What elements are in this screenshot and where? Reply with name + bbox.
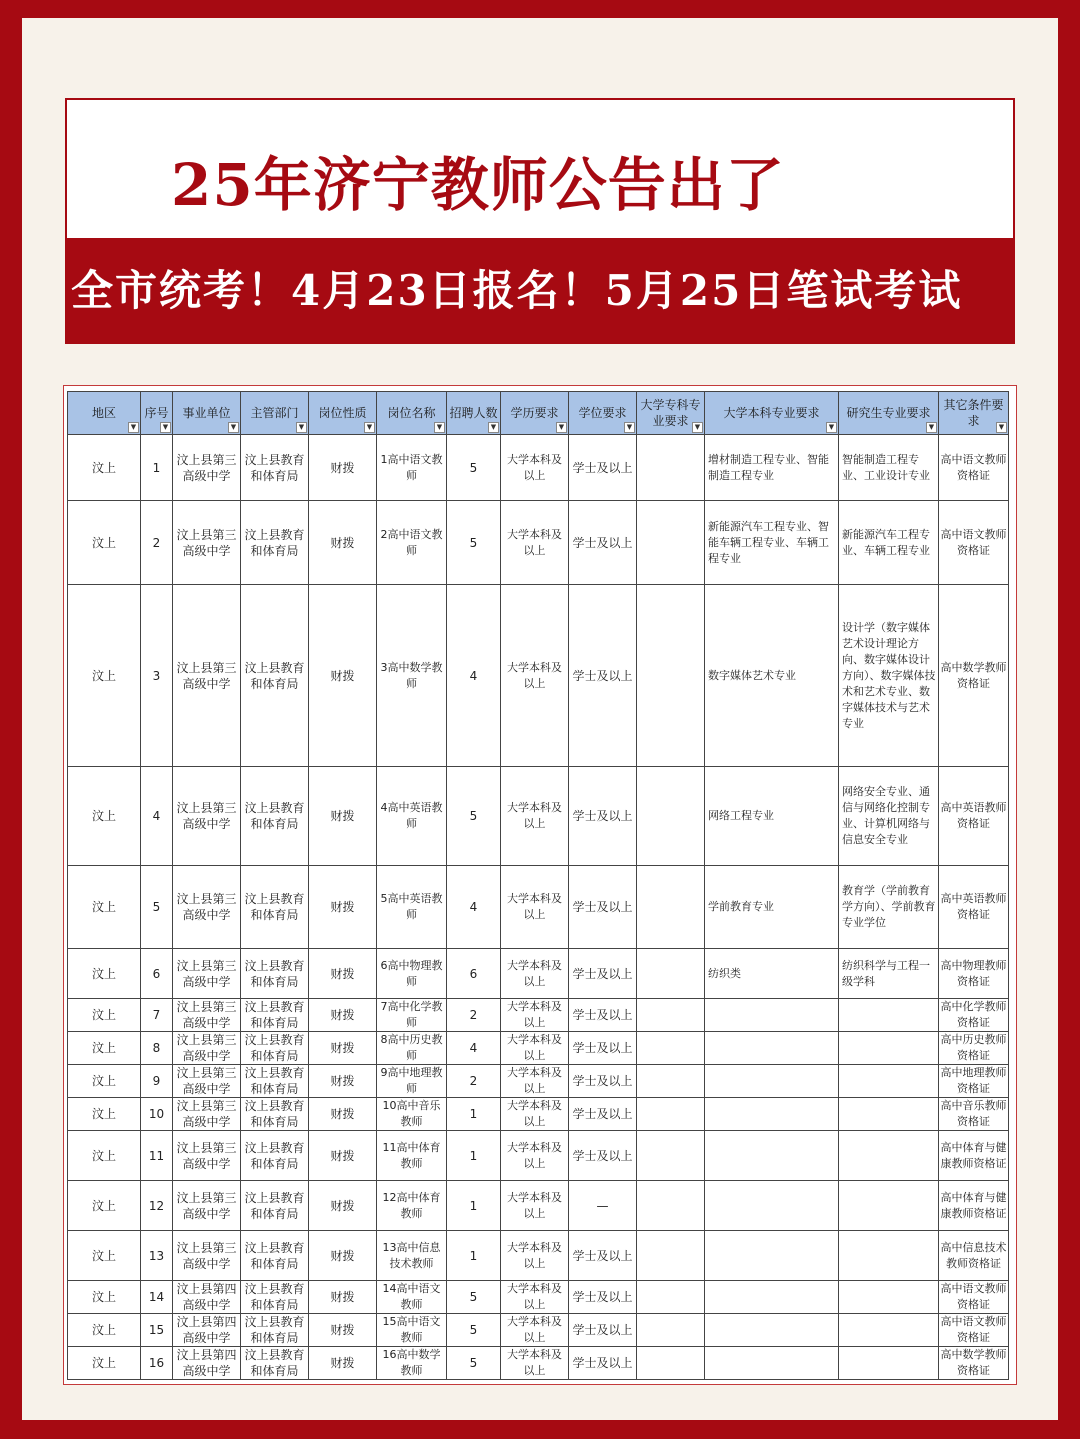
graduate-major-cell: [839, 1065, 939, 1098]
post-name-cell: 2高中语文教师: [377, 501, 447, 585]
index-cell: 13: [141, 1231, 173, 1281]
filter-dropdown-icon[interactable]: ▼: [434, 422, 445, 433]
graduate-major-cell: 纺织科学与工程一级学科: [839, 949, 939, 999]
index-cell: 14: [141, 1281, 173, 1314]
region-cell: 汶上: [68, 1347, 141, 1380]
spreadsheet-panel: [63, 385, 1017, 1385]
college-major-cell: [637, 949, 705, 999]
column-header-label: 学历要求: [510, 406, 559, 420]
other-requirement-cell: 高中体育与健康教师资格证: [939, 1181, 1009, 1231]
bachelor-major-cell: [705, 1314, 839, 1347]
other-requirement-cell: 高中音乐教师资格证: [939, 1098, 1009, 1131]
unit-cell: 汶上县第四高级中学: [173, 1281, 241, 1314]
graduate-major-cell: 网络安全专业、通信与网络化控制专业、计算机网络与信息安全专业: [839, 767, 939, 866]
column-header: [309, 392, 377, 435]
graduate-major-cell: [839, 999, 939, 1032]
college-major-cell: [637, 767, 705, 866]
degree-cell: 学士及以上: [569, 1131, 637, 1181]
table-row: [68, 1065, 1009, 1098]
graduate-major-cell: 教育学（学前教育学方向）、学前教育专业学位: [839, 866, 939, 949]
column-header: [939, 392, 1009, 435]
education-cell: 大学本科及以上: [501, 866, 569, 949]
department-cell: 汶上县教育和体育局: [241, 435, 309, 501]
bachelor-major-cell: [705, 1347, 839, 1380]
bachelor-major-cell: [705, 1098, 839, 1131]
degree-cell: 学士及以上: [569, 1231, 637, 1281]
other-requirement-cell: 高中数学教师资格证: [939, 1347, 1009, 1380]
graduate-major-cell: [839, 1181, 939, 1231]
department-cell: 汶上县教育和体育局: [241, 1065, 309, 1098]
post-type-cell: 财拨: [309, 866, 377, 949]
bachelor-major-cell: [705, 1231, 839, 1281]
headcount-cell: 5: [447, 501, 501, 585]
column-header: [839, 392, 939, 435]
index-cell: 11: [141, 1131, 173, 1181]
post-name-cell: 11高中体育教师: [377, 1131, 447, 1181]
graduate-major-cell: [839, 1347, 939, 1380]
headcount-cell: 2: [447, 999, 501, 1032]
table-row: [68, 1131, 1009, 1181]
headcount-cell: 1: [447, 1131, 501, 1181]
college-major-cell: [637, 585, 705, 767]
table-row: [68, 1281, 1009, 1314]
index-cell: 10: [141, 1098, 173, 1131]
unit-cell: 汶上县第四高级中学: [173, 1314, 241, 1347]
index-cell: 15: [141, 1314, 173, 1347]
education-cell: 大学本科及以上: [501, 1032, 569, 1065]
degree-cell: 学士及以上: [569, 866, 637, 949]
headcount-cell: 1: [447, 1181, 501, 1231]
column-header-label: 学位要求: [578, 406, 627, 420]
column-header: [705, 392, 839, 435]
degree-cell: 学士及以上: [569, 1032, 637, 1065]
bachelor-major-cell: [705, 1281, 839, 1314]
graduate-major-cell: 新能源汽车工程专业、车辆工程专业: [839, 501, 939, 585]
graduate-major-cell: [839, 1032, 939, 1065]
other-requirement-cell: 高中物理教师资格证: [939, 949, 1009, 999]
headcount-cell: 5: [447, 1314, 501, 1347]
index-cell: 5: [141, 866, 173, 949]
headcount-cell: 1: [447, 1231, 501, 1281]
post-type-cell: 财拨: [309, 1098, 377, 1131]
department-cell: 汶上县教育和体育局: [241, 1231, 309, 1281]
degree-cell: 学士及以上: [569, 1065, 637, 1098]
index-cell: 3: [141, 585, 173, 767]
post-type-cell: 财拨: [309, 767, 377, 866]
graduate-major-cell: [839, 1281, 939, 1314]
other-requirement-cell: 高中语文教师资格证: [939, 1314, 1009, 1347]
post-type-cell: 财拨: [309, 1032, 377, 1065]
column-header-label: 事业单位: [182, 406, 231, 420]
bachelor-major-cell: 数字媒体艺术专业: [705, 585, 839, 767]
post-name-cell: 8高中历史教师: [377, 1032, 447, 1065]
education-cell: 大学本科及以上: [501, 435, 569, 501]
degree-cell: 学士及以上: [569, 1281, 637, 1314]
post-name-cell: 15高中语文教师: [377, 1314, 447, 1347]
bachelor-major-cell: [705, 1065, 839, 1098]
headcount-cell: 2: [447, 1065, 501, 1098]
headcount-cell: 4: [447, 1032, 501, 1065]
graduate-major-cell: [839, 1314, 939, 1347]
post-name-cell: 5高中英语教师: [377, 866, 447, 949]
post-name-cell: 7高中化学教师: [377, 999, 447, 1032]
column-header: [447, 392, 501, 435]
recruitment-table: [67, 391, 1009, 1380]
department-cell: 汶上县教育和体育局: [241, 1281, 309, 1314]
region-cell: 汶上: [68, 1314, 141, 1347]
region-cell: 汶上: [68, 1281, 141, 1314]
unit-cell: 汶上县第三高级中学: [173, 949, 241, 999]
college-major-cell: [637, 1314, 705, 1347]
headcount-cell: 5: [447, 767, 501, 866]
column-header: [68, 392, 141, 435]
unit-cell: 汶上县第三高级中学: [173, 1181, 241, 1231]
post-name-cell: 1高中语文教师: [377, 435, 447, 501]
education-cell: 大学本科及以上: [501, 1314, 569, 1347]
education-cell: 大学本科及以上: [501, 1065, 569, 1098]
education-cell: 大学本科及以上: [501, 949, 569, 999]
degree-cell: 学士及以上: [569, 501, 637, 585]
post-name-cell: 9高中地理教师: [377, 1065, 447, 1098]
degree-cell: 学士及以上: [569, 1098, 637, 1131]
region-cell: 汶上: [68, 1231, 141, 1281]
department-cell: 汶上县教育和体育局: [241, 1131, 309, 1181]
graduate-major-cell: [839, 1231, 939, 1281]
headcount-cell: 5: [447, 1347, 501, 1380]
degree-cell: 学士及以上: [569, 949, 637, 999]
filter-dropdown-icon[interactable]: ▼: [926, 422, 937, 433]
table-row: [68, 1347, 1009, 1380]
table-body: [68, 435, 1009, 1380]
index-cell: 2: [141, 501, 173, 585]
index-cell: 7: [141, 999, 173, 1032]
degree-cell: 学士及以上: [569, 1347, 637, 1380]
other-requirement-cell: 高中历史教师资格证: [939, 1032, 1009, 1065]
filter-dropdown-icon[interactable]: ▼: [692, 422, 703, 433]
table-row: [68, 1181, 1009, 1231]
graduate-major-cell: 智能制造工程专业、工业设计专业: [839, 435, 939, 501]
bachelor-major-cell: 网络工程专业: [705, 767, 839, 866]
unit-cell: 汶上县第三高级中学: [173, 1131, 241, 1181]
table-row: [68, 501, 1009, 585]
column-header-label: 大学本科专业要求: [723, 406, 820, 420]
table-row: [68, 767, 1009, 866]
education-cell: 大学本科及以上: [501, 1181, 569, 1231]
graduate-major-cell: [839, 1131, 939, 1181]
post-type-cell: 财拨: [309, 999, 377, 1032]
education-cell: 大学本科及以上: [501, 1231, 569, 1281]
department-cell: 汶上县教育和体育局: [241, 1181, 309, 1231]
department-cell: 汶上县教育和体育局: [241, 949, 309, 999]
index-cell: 9: [141, 1065, 173, 1098]
education-cell: 大学本科及以上: [501, 501, 569, 585]
region-cell: 汶上: [68, 1065, 141, 1098]
bachelor-major-cell: 新能源汽车工程专业、智能车辆工程专业、车辆工程专业: [705, 501, 839, 585]
filter-dropdown-icon[interactable]: ▼: [488, 422, 499, 433]
post-type-cell: 财拨: [309, 1131, 377, 1181]
degree-cell: 学士及以上: [569, 585, 637, 767]
table-row: [68, 1032, 1009, 1065]
filter-dropdown-icon[interactable]: ▼: [624, 422, 635, 433]
filter-dropdown-icon[interactable]: ▼: [228, 422, 239, 433]
graduate-major-cell: [839, 1098, 939, 1131]
column-header-label: 序号: [144, 406, 169, 420]
college-major-cell: [637, 1347, 705, 1380]
department-cell: 汶上县教育和体育局: [241, 999, 309, 1032]
column-header: [173, 392, 241, 435]
index-cell: 12: [141, 1181, 173, 1231]
department-cell: 汶上县教育和体育局: [241, 501, 309, 585]
other-requirement-cell: 高中数学教师资格证: [939, 585, 1009, 767]
post-name-cell: 12高中体育教师: [377, 1181, 447, 1231]
column-header: [637, 392, 705, 435]
post-name-cell: 14高中语文教师: [377, 1281, 447, 1314]
region-cell: 汶上: [68, 1098, 141, 1131]
unit-cell: 汶上县第三高级中学: [173, 501, 241, 585]
degree-cell: 学士及以上: [569, 435, 637, 501]
region-cell: 汶上: [68, 585, 141, 767]
post-type-cell: 财拨: [309, 1231, 377, 1281]
bachelor-major-cell: [705, 999, 839, 1032]
college-major-cell: [637, 866, 705, 949]
other-requirement-cell: 高中英语教师资格证: [939, 767, 1009, 866]
headcount-cell: 5: [447, 1281, 501, 1314]
degree-cell: 学士及以上: [569, 999, 637, 1032]
education-cell: 大学本科及以上: [501, 999, 569, 1032]
table-row: [68, 1314, 1009, 1347]
college-major-cell: [637, 1131, 705, 1181]
index-cell: 16: [141, 1347, 173, 1380]
index-cell: 1: [141, 435, 173, 501]
unit-cell: 汶上县第三高级中学: [173, 999, 241, 1032]
index-cell: 4: [141, 767, 173, 866]
unit-cell: 汶上县第三高级中学: [173, 866, 241, 949]
column-header-label: 大学专科专业要求: [640, 398, 701, 428]
other-requirement-cell: 高中语文教师资格证: [939, 1281, 1009, 1314]
bachelor-major-cell: [705, 1131, 839, 1181]
department-cell: 汶上县教育和体育局: [241, 866, 309, 949]
column-header-label: 岗位性质: [318, 406, 367, 420]
other-requirement-cell: 高中地理教师资格证: [939, 1065, 1009, 1098]
education-cell: 大学本科及以上: [501, 1098, 569, 1131]
college-major-cell: [637, 1098, 705, 1131]
table-row: [68, 949, 1009, 999]
unit-cell: 汶上县第四高级中学: [173, 1347, 241, 1380]
post-name-cell: 16高中数学教师: [377, 1347, 447, 1380]
college-major-cell: [637, 1032, 705, 1065]
degree-cell: 学士及以上: [569, 767, 637, 866]
college-major-cell: [637, 1231, 705, 1281]
post-type-cell: 财拨: [309, 949, 377, 999]
college-major-cell: [637, 999, 705, 1032]
college-major-cell: [637, 501, 705, 585]
post-type-cell: 财拨: [309, 585, 377, 767]
column-header: [377, 392, 447, 435]
column-header-label: 招聘人数: [449, 406, 498, 420]
table-row: [68, 435, 1009, 501]
bachelor-major-cell: 学前教育专业: [705, 866, 839, 949]
other-requirement-cell: 高中英语教师资格证: [939, 866, 1009, 949]
post-name-cell: 3高中数学教师: [377, 585, 447, 767]
bachelor-major-cell: [705, 1032, 839, 1065]
filter-dropdown-icon[interactable]: ▼: [296, 422, 307, 433]
post-type-cell: 财拨: [309, 501, 377, 585]
table-row: [68, 866, 1009, 949]
unit-cell: 汶上县第三高级中学: [173, 1098, 241, 1131]
region-cell: 汶上: [68, 767, 141, 866]
column-header-label: 其它条件要求: [943, 398, 1004, 428]
column-header: [569, 392, 637, 435]
region-cell: 汶上: [68, 1131, 141, 1181]
table-row: [68, 585, 1009, 767]
bachelor-major-cell: [705, 1181, 839, 1231]
post-name-cell: 10高中音乐教师: [377, 1098, 447, 1131]
region-cell: 汶上: [68, 949, 141, 999]
other-requirement-cell: 高中体育与健康教师资格证: [939, 1131, 1009, 1181]
other-requirement-cell: 高中信息技术教师资格证: [939, 1231, 1009, 1281]
region-cell: 汶上: [68, 999, 141, 1032]
region-cell: 汶上: [68, 435, 141, 501]
unit-cell: 汶上县第三高级中学: [173, 767, 241, 866]
post-type-cell: 财拨: [309, 435, 377, 501]
table-row: [68, 1231, 1009, 1281]
column-header: [241, 392, 309, 435]
unit-cell: 汶上县第三高级中学: [173, 1065, 241, 1098]
education-cell: 大学本科及以上: [501, 1347, 569, 1380]
department-cell: 汶上县教育和体育局: [241, 1347, 309, 1380]
post-type-cell: 财拨: [309, 1181, 377, 1231]
college-major-cell: [637, 1065, 705, 1098]
column-header: [501, 392, 569, 435]
degree-cell: —: [569, 1181, 637, 1231]
post-name-cell: 6高中物理教师: [377, 949, 447, 999]
unit-cell: 汶上县第三高级中学: [173, 435, 241, 501]
subtitle-banner: [67, 238, 1013, 344]
other-requirement-cell: 高中化学教师资格证: [939, 999, 1009, 1032]
post-name-cell: 13高中信息技术教师: [377, 1231, 447, 1281]
college-major-cell: [637, 435, 705, 501]
department-cell: 汶上县教育和体育局: [241, 585, 309, 767]
table-header-row: [68, 392, 1009, 435]
post-type-cell: 财拨: [309, 1281, 377, 1314]
filter-dropdown-icon[interactable]: ▼: [128, 422, 139, 433]
college-major-cell: [637, 1181, 705, 1231]
column-header-label: 主管部门: [250, 406, 299, 420]
column-header-label: 地区: [91, 406, 116, 420]
filter-dropdown-icon[interactable]: ▼: [556, 422, 567, 433]
headcount-cell: 4: [447, 585, 501, 767]
table-row: [68, 999, 1009, 1032]
education-cell: 大学本科及以上: [501, 1131, 569, 1181]
post-type-cell: 财拨: [309, 1065, 377, 1098]
post-name-cell: 4高中英语教师: [377, 767, 447, 866]
bachelor-major-cell: 增材制造工程专业、智能制造工程专业: [705, 435, 839, 501]
education-cell: 大学本科及以上: [501, 585, 569, 767]
index-cell: 6: [141, 949, 173, 999]
unit-cell: 汶上县第三高级中学: [173, 1231, 241, 1281]
region-cell: 汶上: [68, 866, 141, 949]
page-title: 25年济宁教师公告出了: [171, 151, 785, 219]
headcount-cell: 4: [447, 866, 501, 949]
department-cell: 汶上县教育和体育局: [241, 1032, 309, 1065]
region-cell: 汶上: [68, 1181, 141, 1231]
page-subtitle: 全市统考！4月23日报名！5月25日笔试考试: [71, 266, 963, 315]
column-header: [141, 392, 173, 435]
unit-cell: 汶上县第三高级中学: [173, 585, 241, 767]
post-type-cell: 财拨: [309, 1347, 377, 1380]
table-row: [68, 1098, 1009, 1131]
other-requirement-cell: 高中语文教师资格证: [939, 435, 1009, 501]
education-cell: 大学本科及以上: [501, 767, 569, 866]
unit-cell: 汶上县第三高级中学: [173, 1032, 241, 1065]
degree-cell: 学士及以上: [569, 1314, 637, 1347]
index-cell: 8: [141, 1032, 173, 1065]
filter-dropdown-icon[interactable]: ▼: [826, 422, 837, 433]
filter-dropdown-icon[interactable]: ▼: [364, 422, 375, 433]
region-cell: 汶上: [68, 501, 141, 585]
education-cell: 大学本科及以上: [501, 1281, 569, 1314]
department-cell: 汶上县教育和体育局: [241, 1098, 309, 1131]
column-header-label: 岗位名称: [387, 406, 436, 420]
filter-dropdown-icon[interactable]: ▼: [996, 422, 1007, 433]
other-requirement-cell: 高中语文教师资格证: [939, 501, 1009, 585]
headcount-cell: 5: [447, 435, 501, 501]
region-cell: 汶上: [68, 1032, 141, 1065]
headcount-cell: 1: [447, 1098, 501, 1131]
title-box: [65, 98, 1015, 344]
filter-dropdown-icon[interactable]: ▼: [160, 422, 171, 433]
column-header-label: 研究生专业要求: [846, 406, 931, 420]
bachelor-major-cell: 纺织类: [705, 949, 839, 999]
department-cell: 汶上县教育和体育局: [241, 1314, 309, 1347]
college-major-cell: [637, 1281, 705, 1314]
graduate-major-cell: 设计学（数字媒体艺术设计理论方向、数字媒体设计方向）、数字媒体技术和艺术专业、数字媒体技术与艺术专业: [839, 585, 939, 767]
post-type-cell: 财拨: [309, 1314, 377, 1347]
headcount-cell: 6: [447, 949, 501, 999]
department-cell: 汶上县教育和体育局: [241, 767, 309, 866]
